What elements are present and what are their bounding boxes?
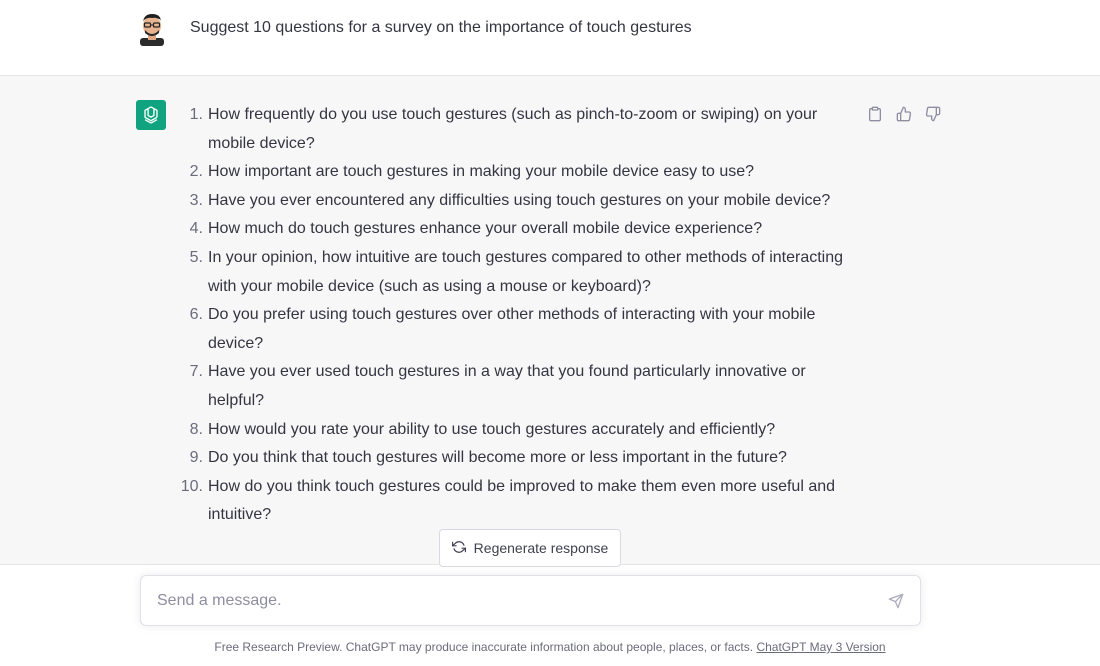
list-item-text: How important are touch gestures in making your mobile device easy to use? — [208, 163, 755, 181]
clipboard-icon[interactable] — [864, 103, 886, 125]
list-item-text: Have you ever encountered any difficulties using touch gestures on your mobile device? — [208, 191, 831, 209]
list-item-text: Have you ever used touch gestures in a way that you found particularly innovative or helpful? — [208, 363, 806, 409]
chatgpt-logo-icon — [136, 100, 166, 130]
user-avatar-icon — [136, 12, 168, 46]
list-item-number: 3. — [189, 191, 203, 209]
user-prompt-text: Suggest 10 questions for a survey on the importance of touch gestures — [190, 19, 692, 36]
list-item-number: 2. — [189, 163, 203, 181]
send-icon[interactable] — [886, 591, 906, 611]
list-item-text: Do you prefer using touch gestures over other methods of interacting with your mobile device? — [208, 306, 816, 352]
user-message-row — [0, 0, 1100, 76]
list-item-text: How much do touch gestures enhance your overall mobile device experience? — [208, 220, 763, 238]
list-item — [172, 215, 862, 244]
list-item-text: How would you rate your ability to use touch gestures accurately and efficiently? — [208, 420, 776, 438]
version-link[interactable]: ChatGPT May 3 Version — [756, 640, 886, 654]
message-actions — [864, 103, 944, 125]
list-item — [172, 301, 862, 358]
list-item-number: 10. — [180, 477, 203, 495]
list-item — [172, 187, 862, 216]
footer-text: Free Research Preview. ChatGPT may produce inaccurate information about people, places, or facts. — [214, 640, 757, 654]
list-item — [172, 244, 862, 301]
refresh-icon — [452, 540, 466, 557]
list-item — [172, 358, 862, 415]
list-item — [172, 158, 862, 187]
list-item — [172, 416, 862, 445]
list-item-number: 7. — [189, 363, 203, 381]
list-item-number: 9. — [189, 449, 203, 467]
assistant-message-row — [0, 76, 1100, 565]
list-item-text: In your opinion, how intuitive are touch gestures compared to other methods of interacting with your mobile device (such as using a mouse or keyboard)? — [208, 248, 844, 295]
list-item-text: How do you think touch gestures could be improved to make them even more useful and intuitive? — [208, 477, 836, 524]
list-item — [172, 444, 862, 473]
thumbs-down-icon[interactable] — [922, 103, 944, 125]
message-composer — [140, 575, 921, 626]
regenerate-response-button[interactable] — [439, 529, 621, 567]
message-input[interactable] — [155, 576, 855, 625]
list-item-text: How frequently do you use touch gestures (such as pinch-to-zoom or swiping) on your mobile device? — [208, 106, 818, 152]
list-item-text: Do you think that touch gestures will become more or less important in the future? — [208, 449, 787, 467]
list-item-number: 5. — [189, 248, 203, 266]
list-item-number: 6. — [189, 306, 203, 324]
thumbs-up-icon[interactable] — [893, 103, 915, 125]
list-item-number: 8. — [189, 420, 203, 438]
list-item — [172, 101, 862, 158]
list-item-number: 1. — [189, 106, 203, 123]
list-item — [172, 473, 862, 530]
footer-disclaimer — [0, 640, 1100, 654]
regenerate-response-label: Regenerate response — [473, 540, 609, 556]
assistant-answer-list — [172, 101, 862, 530]
list-item-number: 4. — [189, 220, 203, 238]
